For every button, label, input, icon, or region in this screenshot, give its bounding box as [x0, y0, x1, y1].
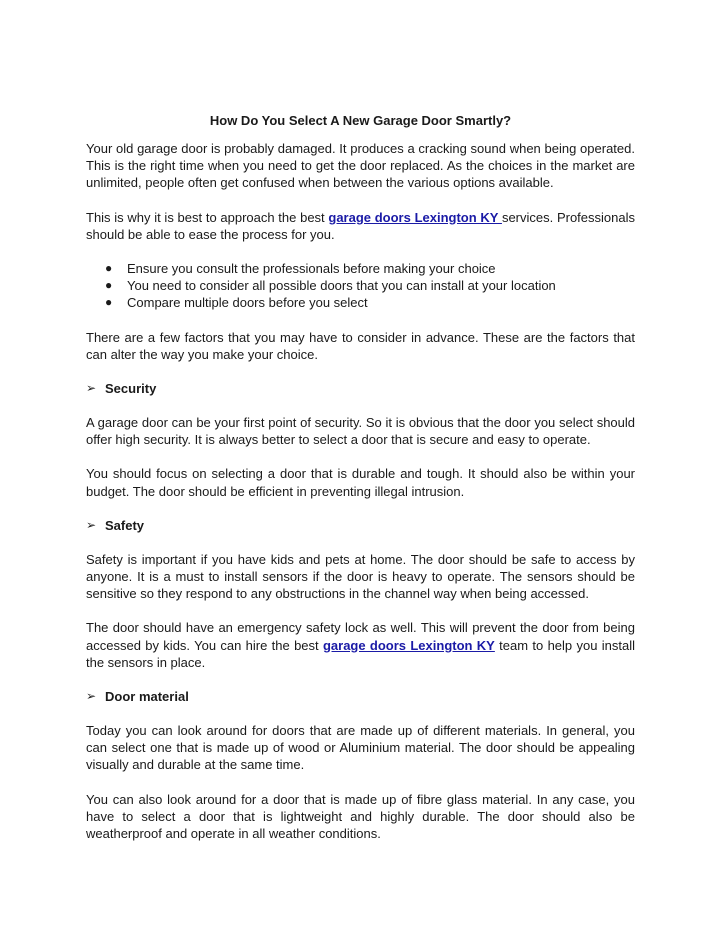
approach-text-after: services. Professionals should be able to ease the process for you. [86, 209, 635, 242]
arrow-bullet-icon: ➢ [86, 689, 97, 704]
intro-paragraph: Your old garage door is probably damaged. It produces a cracking sound when being operated. This is the right time when you need to get the door replaced. As the choices in the market are unlimited, people often get confused when between the various options available. [86, 141, 635, 191]
list-item-text: Ensure you consult the professionals before making your choice [127, 261, 496, 277]
arrow-bullet-icon: ➢ [86, 517, 97, 532]
list-item [86, 277, 635, 294]
arrow-bullet-icon: ➢ [86, 381, 97, 396]
material-heading [86, 688, 635, 705]
bullet-icon: ● [105, 278, 113, 293]
safety-paragraph-2 [86, 619, 635, 671]
material-paragraph-2: You can also look around for a door that is made up of fibre glass material. In any case, you have to select a door that is lightweight and highly durable. The door should also be weatherproof and operate in all weather conditions. [86, 791, 635, 842]
document-title: How Do You Select A New Garage Door Smartly? [209, 113, 512, 128]
list-item-text: You need to consider all possible doors that you can install at your location [127, 278, 556, 294]
tips-list [86, 260, 635, 312]
heading-text: Safety [105, 517, 145, 533]
bullet-icon: ● [105, 295, 113, 310]
factors-paragraph: There are a few factors that you may have to consider in advance. These are the factors that can alter the way you make your choice. [86, 329, 635, 362]
heading-text: Security [105, 381, 157, 397]
document-page [86, 112, 635, 842]
garage-doors-link[interactable]: garage doors Lexington KY [328, 209, 502, 225]
safety-paragraph-1: Safety is important if you have kids and pets at home. The door should be safe to access by anyone. It is a must to install sensors if the door is heavy to operate. The sensors should be sensitive so they respond to any obstructions in the channel way when being accessed. [86, 551, 635, 602]
heading-text: Door material [105, 689, 189, 705]
bullet-icon: ● [105, 261, 113, 276]
approach-text-before: This is why it is best to approach the best [86, 209, 329, 225]
safety-heading [86, 517, 635, 534]
approach-paragraph [86, 209, 635, 243]
security-paragraph-1: A garage door can be your first point of security. So it is obvious that the door you select should offer high security. It is always better to select a door that is secure and easy to operate. [86, 415, 635, 448]
safety-text-before: The door should have an emergency safety lock as well. This will prevent the door from being accessed by kids. You can hire the best [86, 620, 635, 653]
garage-doors-link-2[interactable]: garage doors Lexington KY [322, 637, 495, 653]
security-paragraph-2: You should focus on selecting a door that is durable and tough. It should also be within your budget. The door should be efficient in preventing illegal intrusion. [86, 466, 635, 499]
list-item [86, 260, 635, 277]
security-heading [86, 380, 635, 397]
list-item-text: Compare multiple doors before you select [127, 295, 368, 311]
list-item [86, 294, 635, 311]
material-paragraph-1: Today you can look around for doors that are made up of different materials. In general, you can select one that is made up of wood or Aluminium material. The door should be appealing visually and durable at the same time. [86, 723, 635, 773]
safety-text-after: team to help you install the sensors in place. [86, 637, 635, 670]
